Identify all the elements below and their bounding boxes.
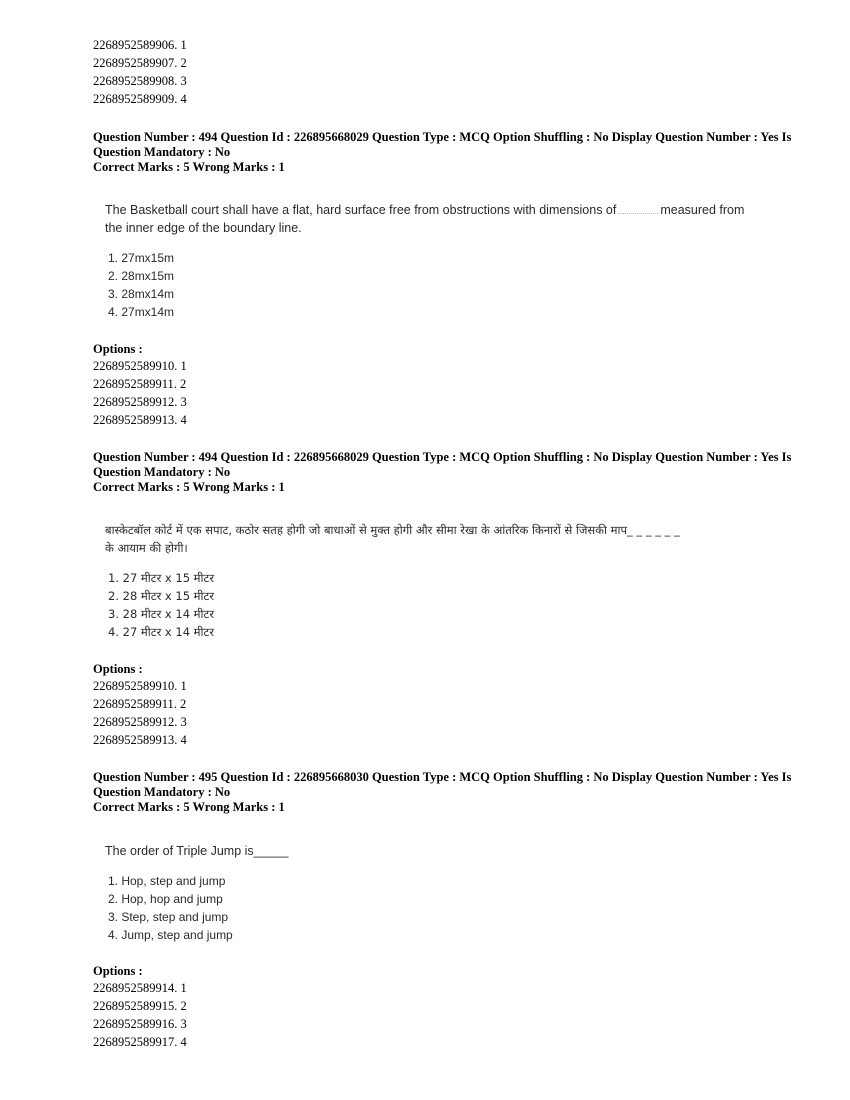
options-label: Options : xyxy=(93,342,143,356)
options-label: Options : xyxy=(93,662,143,676)
answer-choice: 1. 27 मीटर x 15 मीटर xyxy=(108,571,215,585)
option-id-line: 2268952589917. 4 xyxy=(93,1035,187,1049)
option-id-line: 2268952589908. 3 xyxy=(93,74,187,88)
question-text: के आयाम की होगी। xyxy=(105,541,188,555)
option-id-line: 2268952589913. 4 xyxy=(93,733,187,747)
option-id-line: 2268952589907. 2 xyxy=(93,56,187,70)
question-header: Question Number : 494 Question Id : 226895668029 Question Type : MCQ Option Shuffling : No Display Question Number : Yes Is xyxy=(93,130,792,144)
question-text: बास्केटबॉल कोर्ट में एक सपाट, कठोर सतह होगी जो बाधाओं से मुक्त होगी और सीमा रेखा के आंतरिक किनारों से जिसकी माप_ _ _ _ _ _ xyxy=(105,523,680,537)
question-header: Question Number : 494 Question Id : 226895668029 Question Type : MCQ Option Shuffling : No Display Question Number : Yes Is xyxy=(93,450,792,464)
option-id-line: 2268952589909. 4 xyxy=(93,92,187,106)
answer-blank xyxy=(618,213,658,214)
answer-choice: 4. 27mx14m xyxy=(108,305,175,319)
question-text-part: The Basketball court shall have a flat, hard surface free from obstructions with dimensions of xyxy=(105,203,617,217)
option-id-line: 2268952589915. 2 xyxy=(93,999,187,1013)
question-header: Question Number : 495 Question Id : 226895668030 Question Type : MCQ Option Shuffling : No Display Question Number : Yes Is xyxy=(93,770,792,784)
answer-choice: 3. 28mx14m xyxy=(108,287,175,301)
question-text-part: measured from xyxy=(660,203,745,217)
option-id-line: 2268952589906. 1 xyxy=(93,38,187,52)
answer-choice: 4. Jump, step and jump xyxy=(108,928,233,942)
option-id-line: 2268952589910. 1 xyxy=(93,679,187,693)
option-id-line: 2268952589912. 3 xyxy=(93,715,187,729)
option-id-line: 2268952589914. 1 xyxy=(93,981,187,995)
option-id-line: 2268952589911. 2 xyxy=(93,377,187,391)
question-marks: Correct Marks : 5 Wrong Marks : 1 xyxy=(93,480,285,494)
answer-choice: 2. 28 मीटर x 15 मीटर xyxy=(108,589,215,603)
options-label: Options : xyxy=(93,964,143,978)
question-mandatory: Question Mandatory : No xyxy=(93,785,231,799)
option-id-line: 2268952589916. 3 xyxy=(93,1017,187,1031)
option-id-line: 2268952589911. 2 xyxy=(93,697,187,711)
option-id-line: 2268952589912. 3 xyxy=(93,395,187,409)
question-text xyxy=(105,201,744,219)
question-text: the inner edge of the boundary line. xyxy=(105,221,302,235)
answer-choice: 1. 27mx15m xyxy=(108,251,175,265)
question-marks: Correct Marks : 5 Wrong Marks : 1 xyxy=(93,800,285,814)
option-id-line: 2268952589913. 4 xyxy=(93,413,187,427)
question-text: The order of Triple Jump is_____ xyxy=(105,844,289,858)
question-marks: Correct Marks : 5 Wrong Marks : 1 xyxy=(93,160,285,174)
answer-choice: 4. 27 मीटर x 14 मीटर xyxy=(108,625,215,639)
answer-choice: 2. Hop, hop and jump xyxy=(108,892,223,906)
answer-choice: 2. 28mx15m xyxy=(108,269,175,283)
option-id-line: 2268952589910. 1 xyxy=(93,359,187,373)
question-mandatory: Question Mandatory : No xyxy=(93,465,231,479)
answer-choice: 1. Hop, step and jump xyxy=(108,874,226,888)
answer-choice: 3. 28 मीटर x 14 मीटर xyxy=(108,607,215,621)
answer-choice: 3. Step, step and jump xyxy=(108,910,229,924)
question-mandatory: Question Mandatory : No xyxy=(93,145,231,159)
